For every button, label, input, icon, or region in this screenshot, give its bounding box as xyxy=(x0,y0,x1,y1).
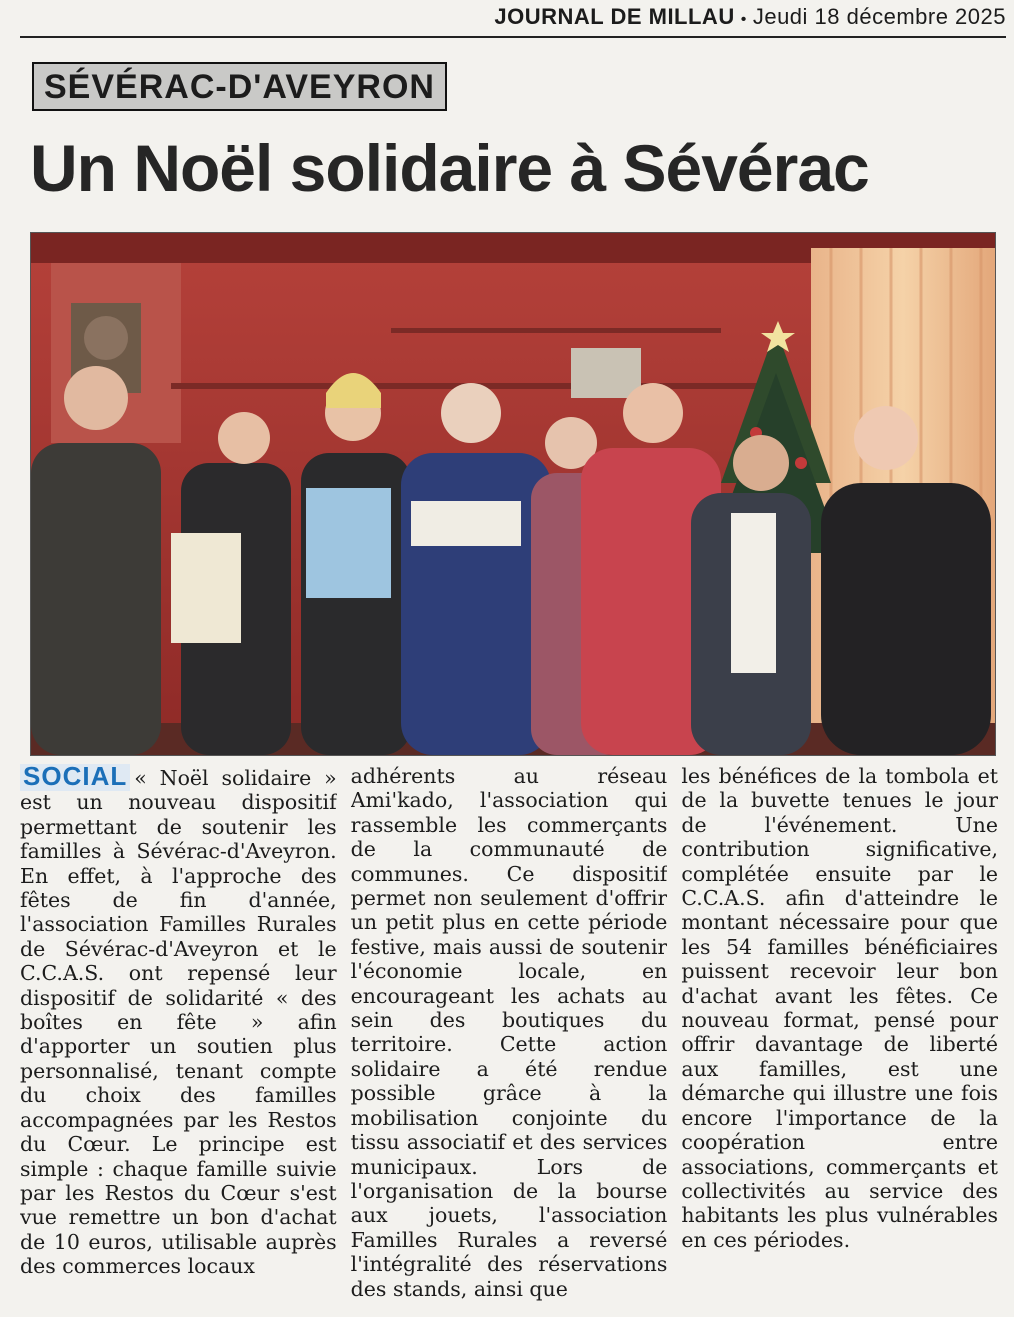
article-column-2 xyxy=(351,764,668,1309)
section-rubric: SÉVÉRAC-D'AVEYRON xyxy=(32,62,447,111)
article-text-col3: les bénéfices de la tombola et de la buvette tenues le jour de l'événement. Une contribution significative, complétée ensuite par le C.C.A.S. afin d'atteindre le montant nécessaire pour que les 54 familles bénéficiaires puissent recevoir leur bon d'achat avant les fêtes. Ce nouveau format, pensé pour offrir davantage de liberté aux familles, est une démarche qui illustre une fois encore l'importance de la coopération entre associations, commerçants et collectivités au service des habitants les plus vulnérables en ces périodes. xyxy=(681,764,999,1252)
article-photo xyxy=(30,232,996,756)
article-kicker: SOCIAL xyxy=(20,764,130,791)
group-photo-illustration xyxy=(31,233,995,755)
article-text-col1: « Noël solidaire » est un nouveau dispositif permettant de soutenir les familles à Sévérac-d'Aveyron. En effet, à l'approche des fêtes de fin d'année, l'association Familles Rurales de Sévérac-d'Aveyron et le C.C.A.S. ont repensé leur dispositif de solidarité « des boîtes en fête » afin d'apporter un soutien plus personnalisé, tenant compte du choix des familles accompagnées par les Restos du Cœur. Le principe est simple : chaque famille suivie par les Restos du Cœur s'est vue remettre un bon d'achat de 10 euros, utilisable auprès des commerces locaux xyxy=(20,766,337,1279)
publication-name: JOURNAL DE MILLAU xyxy=(494,4,735,29)
article-column-3 xyxy=(681,764,998,1309)
article-body xyxy=(20,764,998,1309)
article-column-1 xyxy=(20,764,337,1309)
page-header xyxy=(20,4,1006,38)
article-text-col2: adhérents au réseau Ami'kado, l'association qui rassemble les commerçants de la communauté de communes. Ce dispositif permet non seulement d'offrir un petit plus en cette période festive, mais aussi de soutenir l'économie locale, en encourageant les achats au sein des boutiques du territoire. Cette action solidaire a été rendue possible grâce à la mobilisation conjointe du tissu associatif et des services municipaux. Lors de l'organisation de la bourse aux jouets, l'association Familles Rurales a reversé l'intégralité des réservations des stands, ainsi que xyxy=(350,764,668,1301)
publication-date: Jeudi 18 décembre 2025 xyxy=(752,4,1006,29)
header-separator: • xyxy=(740,11,747,28)
headline: Un Noël solidaire à Sévérac xyxy=(30,131,869,205)
